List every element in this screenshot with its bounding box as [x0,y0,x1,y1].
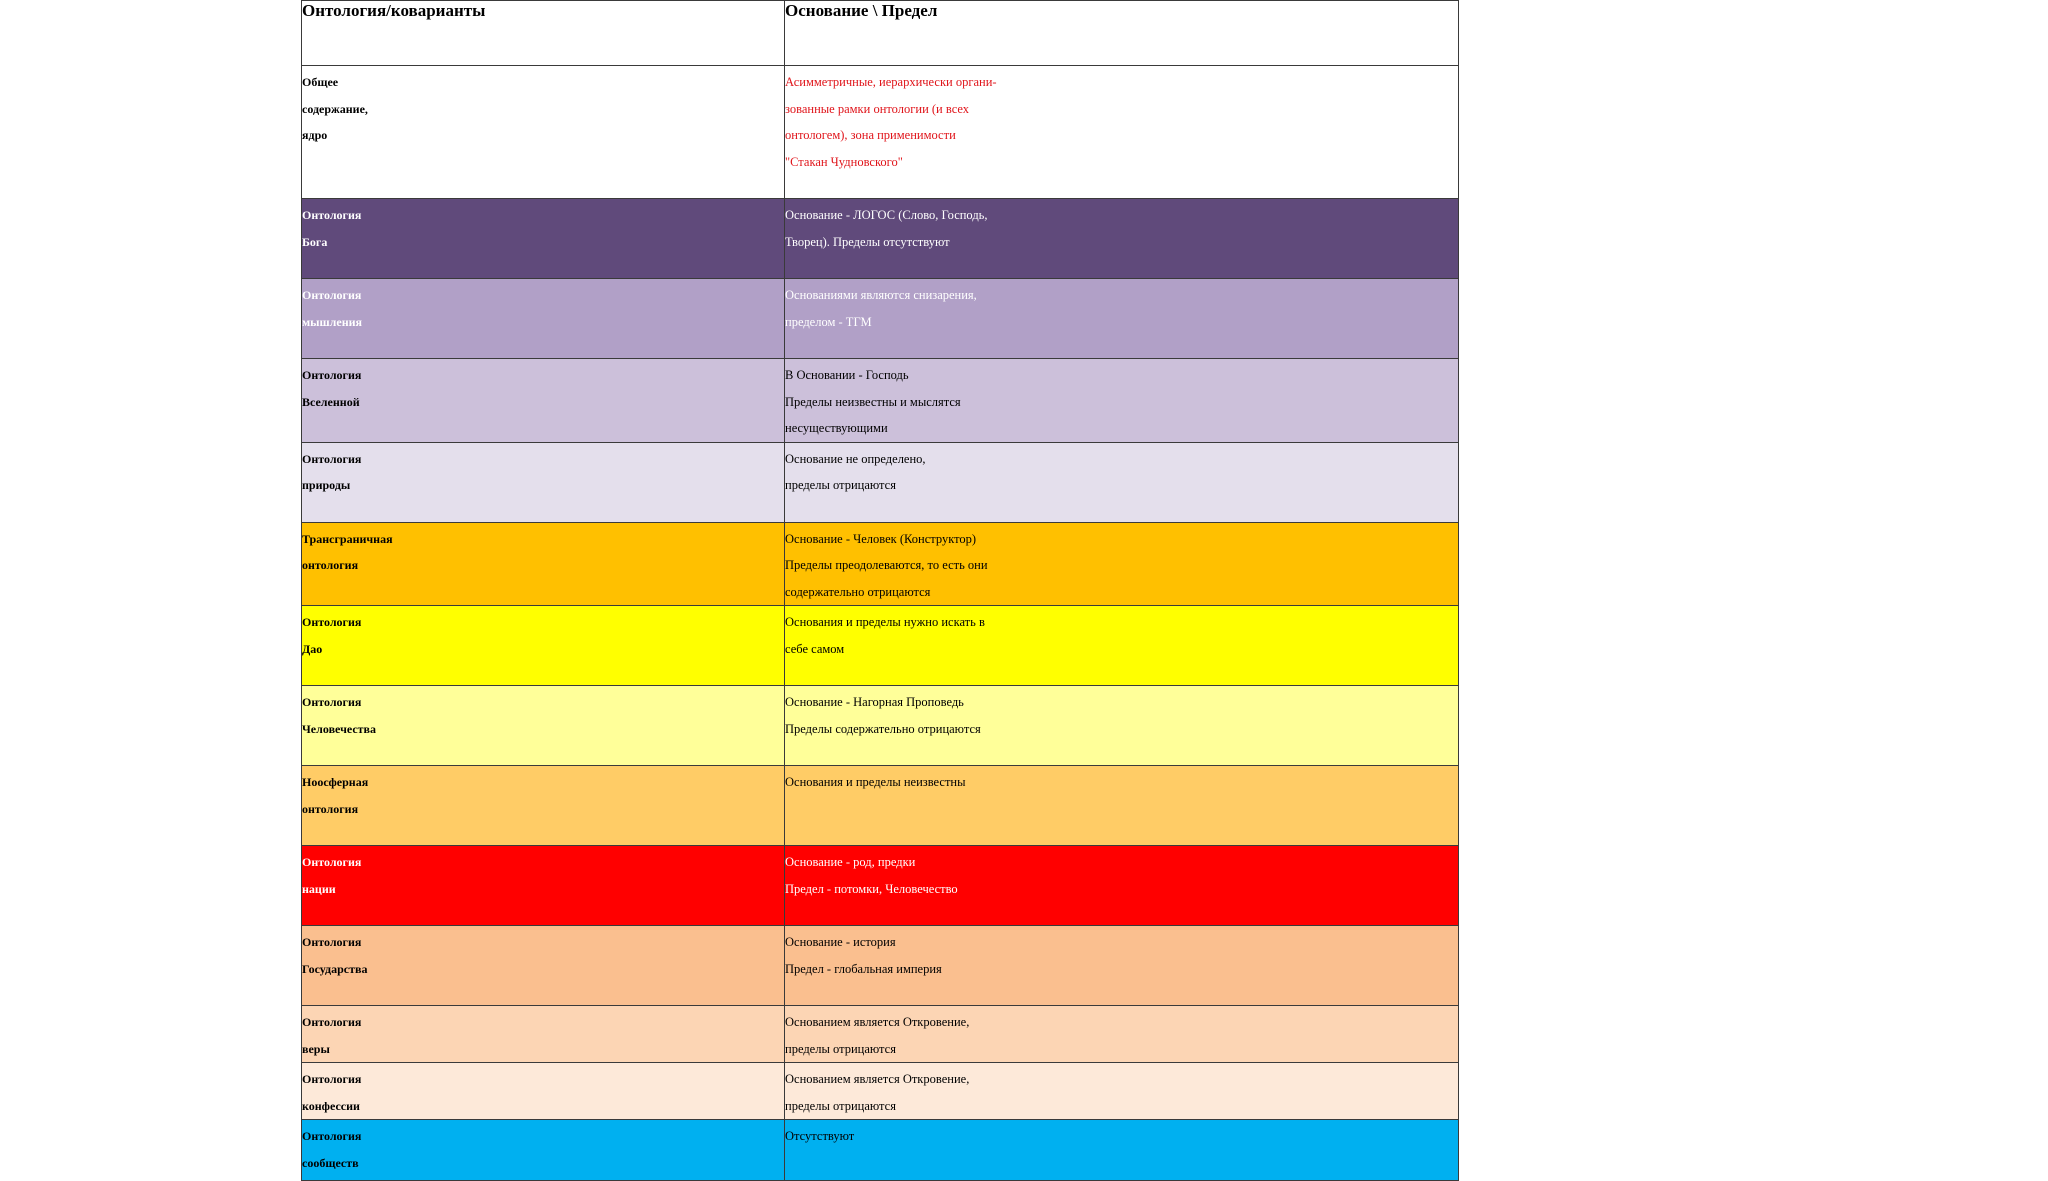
ontology-name-cell[interactable] [302,66,785,199]
foundation-limit-cell[interactable] [785,279,1459,359]
ontology-name: Онтология мышления [302,288,363,329]
table-row [302,199,1459,279]
ontology-name-cell[interactable] [302,1006,785,1063]
ontology-name-cell[interactable] [302,1120,785,1181]
foundation-limit-text: Отсутствуют [785,1129,855,1143]
foundation-limit-text: Основание - род, предки Предел - потомки, Человечество [785,855,958,896]
ontology-name: Онтология природы [302,451,362,492]
table-row [302,1006,1459,1063]
ontology-name-cell[interactable] [302,846,785,926]
ontology-name-cell[interactable] [302,442,785,522]
foundation-limit-cell[interactable] [785,1063,1459,1120]
ontology-name: Онтология Государства [302,935,368,976]
ontology-name-cell[interactable] [302,199,785,279]
foundation-limit-text: Основание - история Предел - глобальная империя [785,935,942,976]
foundation-limit-text: Основаниями являются снизарения, пределом - ТГМ [785,288,977,329]
ontology-table [301,0,1459,1181]
ontology-name-cell[interactable] [302,686,785,766]
ontology-name-cell[interactable] [302,522,785,606]
ontology-name: Онтология конфессии [302,1072,362,1113]
ontology-name-cell[interactable] [302,766,785,846]
foundation-limit-cell[interactable] [785,606,1459,686]
foundation-limit-text: В Основании - Господь Пределы неизвестны и мыслятся несуществующими [785,368,961,435]
foundation-limit-cell[interactable] [785,199,1459,279]
foundation-limit-text: Основанием является Откровение, пределы отрицаются [785,1015,970,1056]
foundation-limit-cell[interactable] [785,522,1459,606]
foundation-limit-text: Основание - Человек (Конструктор) Пределы преодолеваются, то есть они содержательно отрицаются [785,531,988,599]
table-row [302,1063,1459,1120]
foundation-limit-text: Основание - ЛОГОС (Слово, Господь, Творец). Пределы отсутствуют [785,208,988,249]
table-row [302,766,1459,846]
table-row [302,522,1459,606]
table-row [302,66,1459,199]
header-cell-foundation[interactable] [785,1,1459,66]
ontology-name-cell[interactable] [302,1063,785,1120]
foundation-limit-cell[interactable] [785,686,1459,766]
table-row [302,606,1459,686]
ontology-name-cell[interactable] [302,279,785,359]
ontology-name: Онтология сообществ [302,1129,362,1170]
ontology-name-cell[interactable] [302,926,785,1006]
ontology-name-cell[interactable] [302,606,785,686]
header-label-ontology: Онтология/коварианты [302,1,486,20]
foundation-limit-text: Основание не определено, пределы отрицаются [785,451,926,492]
table-row [302,686,1459,766]
ontology-name: Онтология Вселенной [302,368,362,409]
ontology-name: Общее содержание, ядро [302,75,368,142]
header-label-foundation: Основание \ Предел [785,1,938,20]
foundation-limit-cell[interactable] [785,926,1459,1006]
foundation-limit-text: Основание - Нагорная Проповедь Пределы содержательно отрицаются [785,695,981,736]
ontology-name: Трансграничная онтология [302,531,393,572]
spreadsheet-page [301,0,1458,1170]
foundation-limit-text: Основанием является Откровение, пределы отрицаются [785,1072,970,1113]
foundation-limit-text: Основания и пределы нужно искать в себе самом [785,615,985,656]
ontology-name: Онтология Дао [302,615,362,656]
table-row [302,846,1459,926]
ontology-name: Ноосферная онтология [302,775,369,816]
table-row [302,442,1459,522]
header-cell-ontology[interactable] [302,1,785,66]
table-row [302,359,1459,443]
foundation-limit-cell[interactable] [785,359,1459,443]
table-row [302,279,1459,359]
table-row [302,1120,1459,1181]
foundation-limit-cell[interactable] [785,1120,1459,1181]
foundation-limit-cell[interactable] [785,442,1459,522]
foundation-limit-text: Асимметричные, иерархически органи- зованные рамки онтологии (и всех онтологем), зона применимости "Стакан Чудновского" [785,75,997,169]
foundation-limit-cell[interactable] [785,1006,1459,1063]
ontology-name: Онтология веры [302,1015,362,1056]
foundation-limit-cell[interactable] [785,766,1459,846]
foundation-limit-cell[interactable] [785,846,1459,926]
table-row [302,926,1459,1006]
ontology-name: Онтология Человечества [302,695,377,736]
foundation-limit-cell[interactable] [785,66,1459,199]
foundation-limit-text: Основания и пределы неизвестны [785,775,966,789]
ontology-name: Онтология нации [302,855,362,896]
header-row [302,1,1459,66]
ontology-name: Онтология Бога [302,208,362,249]
ontology-name-cell[interactable] [302,359,785,443]
